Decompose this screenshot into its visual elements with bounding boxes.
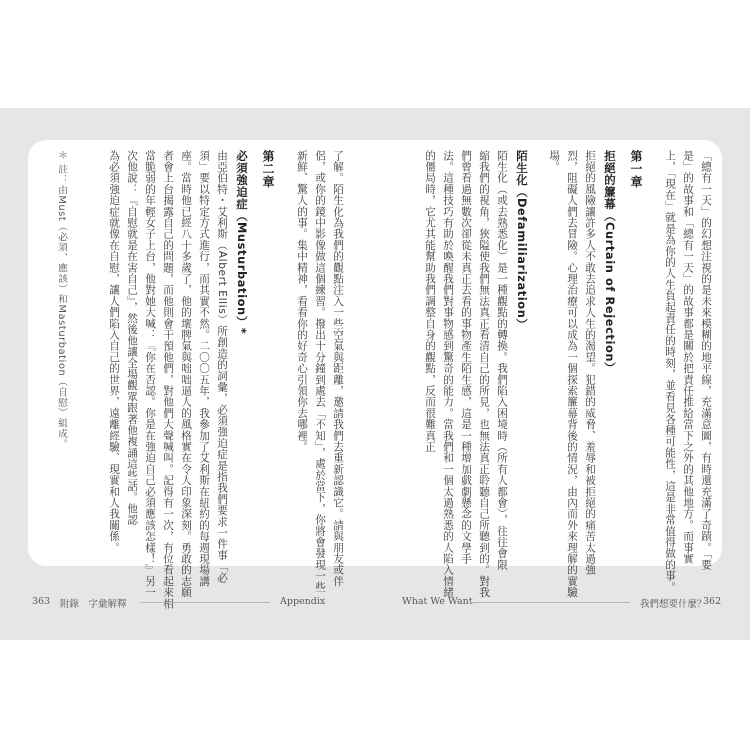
left-section-label: Appendix: [280, 596, 326, 607]
text-column: 侶，或你的鏡中影像做這個練習。撥出十分鐘到處去「不知」，處於當下，你將會發現一些: [314, 150, 326, 593]
text-column: 法。這種技巧有助於喚醒我們對事物感到驚奇的能力。當我們和一個太過熟悉的人陷入情緒: [442, 150, 454, 598]
right-page-number: 362: [703, 596, 722, 607]
text-column: 了解。陌生化為我們的觀點注入一些空氣與距離，邀請我們去重新認識它。請與朋友或伴: [332, 150, 344, 587]
footnote: ＊ 註：由Must（必須、應該）和Masturbation（自慰）組成。: [56, 150, 67, 450]
text-column: 烈，阻礙人們去冒險。心理治療可以成為一個探索簾幕背後的情況，由內而外來理解的實驗: [566, 150, 578, 598]
text-column: 新鮮、驚人的事。集中精神，看看你的好奇心引領你去哪裡。: [296, 150, 308, 453]
section-heading: 拒絕的簾幕（Curtain of Rejection）: [603, 150, 617, 375]
text-column: 縮我們的視角，狹隘使我們無法真正看清自己的所見，也無法真正聆聽自己所聽到的。對我: [478, 150, 490, 598]
text-column: 為必須強迫症就像在自慰，讓人們陷入自己的世界，遠離經驗、現實和人我關係。: [108, 150, 120, 554]
chapter-heading: 第二章: [261, 150, 275, 188]
left-page-number: 363: [32, 596, 51, 607]
text-column: 拒絕的風險讓許多人不敢去追求人生的渴望。犯錯的威脅、羞辱和被拒絕的痛苦太過強: [584, 150, 596, 576]
section-heading: 陌生化（Defamiliarization）: [515, 150, 529, 331]
left-running-head: 附錄 字彙解釋: [60, 599, 127, 610]
text-column: 當脆弱的年輕女子上台，他對她大喊：『你在否認。你是在強迫自己必須應該怎樣！』另一: [144, 150, 156, 598]
right-section-label: What We Want: [402, 596, 473, 607]
chapter-heading: 第一章: [629, 150, 643, 188]
text-column: 由亞伯特・艾利斯（Albert Ellis）所創造的詞彙，必須強迫症是指我們要求一件事「必: [216, 150, 228, 584]
text-column: 陌生化（或去熟悉化）是一種觀點的轉換。我們陷入困境時（所有人都會），往往會限: [496, 150, 508, 571]
text-column: 須」要以特定方式進行，而其實不然。二〇〇五年，我參加了艾利斯在紐約的每週現場講: [198, 150, 210, 587]
book-spread: [0, 108, 750, 640]
text-column: 是」的故事和「總有一天」的故事都是關於把責任推給當下之外的其他地方。而事實: [682, 150, 694, 565]
right-running-head: 我們想要什麼？: [640, 599, 707, 610]
text-column: 者會上台揭露自己的問題，而他則會干預他們，對他們大聲喊叫。記得有一次，有位看起來相: [162, 150, 174, 610]
text-column: 座。當時他已經八十多歲了，他的壞脾氣與咄咄逼人的風格實在令人印象深刻。勇敢的志願: [180, 150, 192, 598]
section-heading: 必須強迫症（Musturbation）*: [235, 150, 249, 335]
text-column: 場。: [548, 150, 560, 173]
text-column: 們曾看過無數次卻從未真正去看的事物產生陌生感，這是一種增加戲劇懸念的文學手: [460, 150, 472, 565]
footer-rule: [470, 602, 630, 603]
text-column: 的僵局時，它尤其能幫助我們調整自身的觀點，反而很難真正: [424, 150, 436, 453]
text-column: 次他說：『自慰就是在害自己』，然後他讓全場觀眾跟著他複誦這些話。他認: [126, 150, 138, 526]
footer-rule: [140, 602, 270, 603]
text-column: 上，「現在」就是為你的人生負起責任的時刻，並看見各種可能性，這是非常值得做的事。: [664, 150, 676, 593]
text-column: 「總有一天」的幻想注視的是未來模糊的地平線，充滿意圖，有時還充滿了奇蹟。「要: [700, 150, 712, 571]
